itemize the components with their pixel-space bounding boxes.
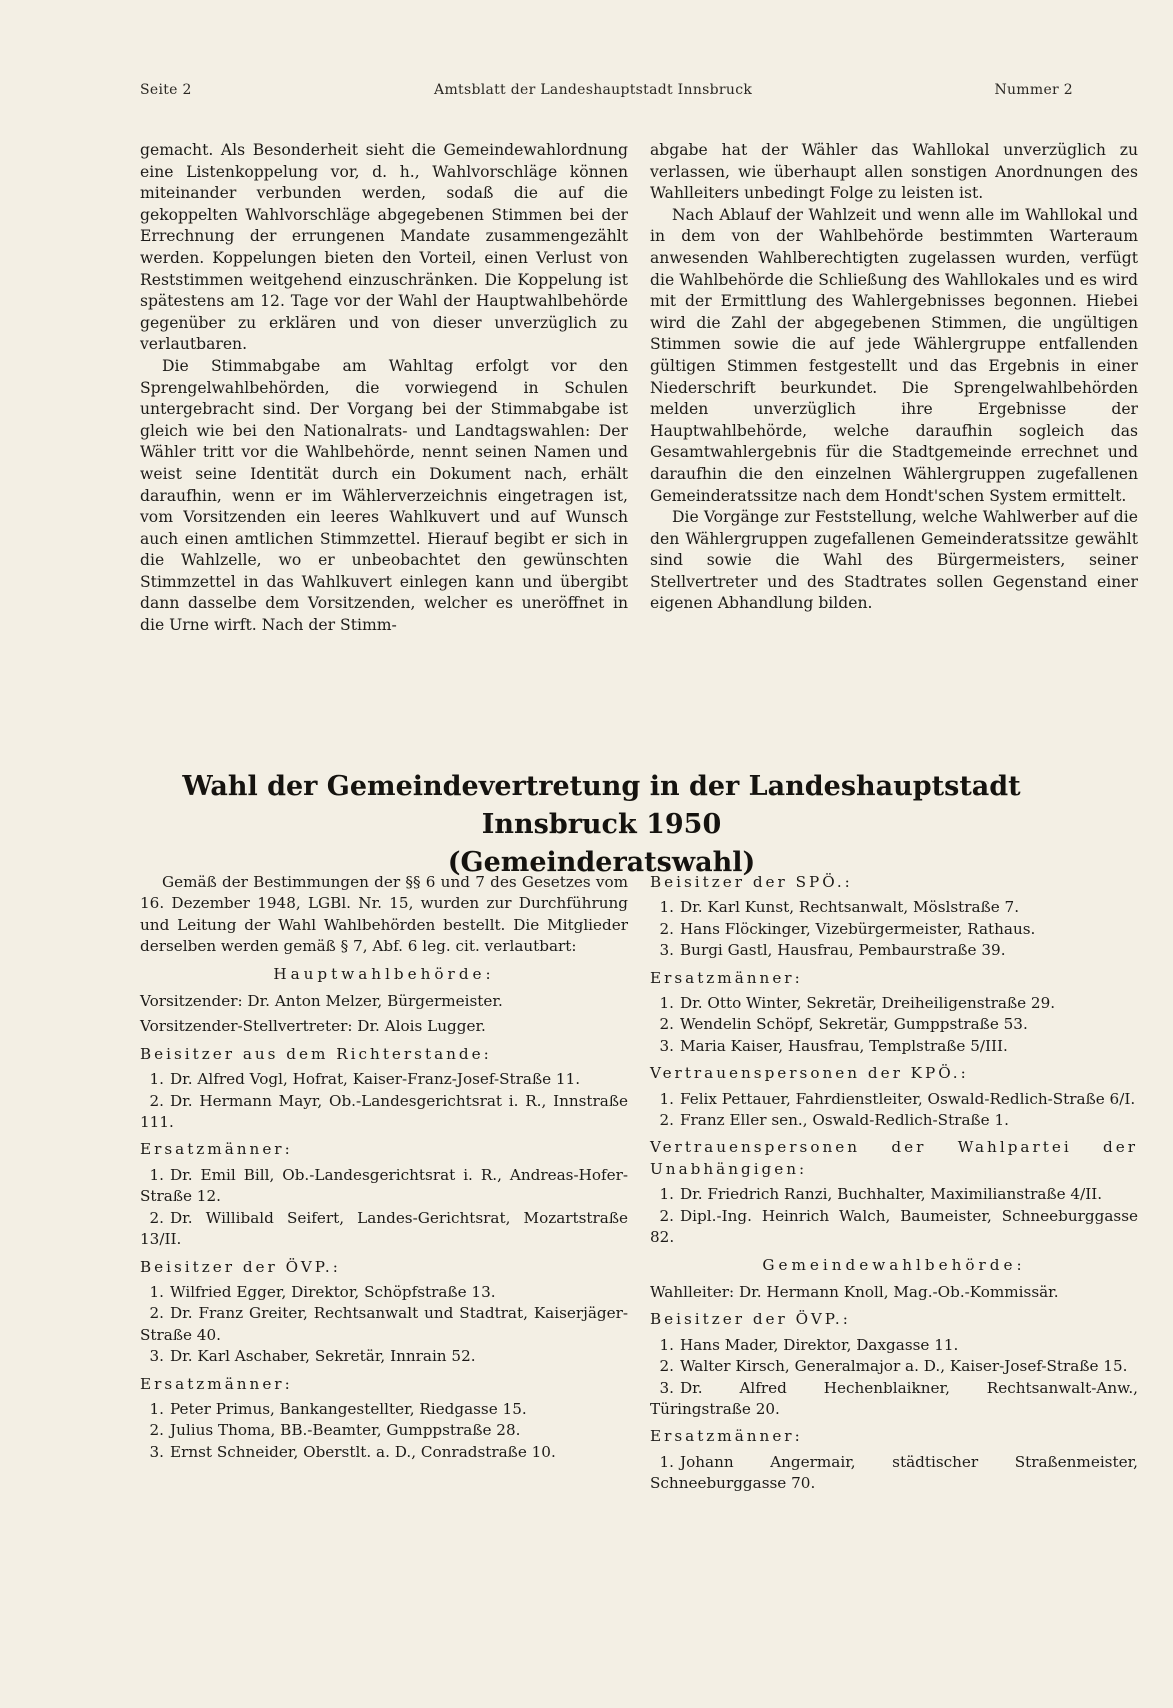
title-line-2: (Gemeinderatswahl) [447,847,756,878]
list-item: 2. Dr. Willibald Seifert, Landes-Gerichtsrat, Mozartstraße 13/II. [140,1208,628,1249]
publication-title: Amtsblatt der Landeshauptstadt Innsbruck [434,82,753,98]
article-column-1 [140,140,628,637]
group-heading: Beisitzer der ÖVP.: [140,1257,341,1276]
list-item: 3. Maria Kaiser, Hausfrau, Templstraße 5/III. [659,1036,1008,1055]
group-heading: Ersatzmänner: [650,968,803,987]
chair-line: Vorsitzender: Dr. Anton Melzer, Bürgermeister. [140,992,503,1011]
member-list [650,1089,1138,1132]
members-column-1 [140,872,628,1467]
list-item: 3. Dr. Alfred Hechenblaikner, Rechtsanwalt-Anw., Türingstraße 20. [650,1378,1138,1418]
title-line-1: Wahl der Gemeindevertretung in der Landeshauptstadt Innsbruck 1950 [182,771,1021,840]
list-item: 2. Dipl.-Ing. Heinrich Walch, Baumeister, Schneeburggasse 82. [650,1206,1138,1247]
list-item: 1. Johann Angermair, städtischer Straßenmeister, Schneeburggasse 70. [650,1452,1138,1493]
running-header [140,82,1073,98]
member-list [140,1069,628,1133]
authority-heading: Hauptwahlbehörde: [273,964,495,983]
paragraph: gemacht. Als Besonderheit sieht die Gemeindewahlordnung eine Listenkoppelung vor, d. h., Wahlvorschläge können miteinander verbunden werden, sodaß die auf die gekoppelten Wahlvorschläge abgegebenen Stimmen bei der Errechnung der errungenen Mandate zusammengezählt werden. Koppelungen bieten den Vorteil, einen Verlust von Reststimmen weitgehend einzuschränken. Die Koppelung ist spätestens am 12. Tage vor der Wahl der Hauptwahlbehörde gegenüber zu erklären und von dieser unverzüglich zu verlautbaren. [140,141,628,354]
authority-heading: Gemeindewahlbehörde: [762,1255,1026,1274]
paragraph: Die Vorgänge zur Feststellung, welche Wahlwerber auf die den Wählergruppen zugefallenen Gemeinderatssitze gewählt sind sowie die Wahl des Bürgermeisters, seiner Stellvertreter und des Stadtrates sollen Gegenstand einer eigenen Abhandlung bilden. [650,508,1138,613]
list-item: 2. Dr. Hermann Mayr, Ob.-Landesgerichtsrat i. R., Innstraße 111. [140,1091,628,1132]
list-item: 2. Franz Eller sen., Oswald-Redlich-Straße 1. [659,1111,1009,1130]
paragraph: Nach Ablauf der Wahlzeit und wenn alle im Wahllokal und in dem von der Wahlbehörde bestimmten Warteraum anwesenden Wahlberechtigten zugelassen wurden, verfügt die Wahlbehörde die Schließung des Wahllokales und es wird mit der Ermittlung des Wahlergebnisses begonnen. Hiebei wird die Zahl der abgegebenen Stimmen, die ungültigen Stimmen sowie die auf jede Wählergruppe entfallenden gültigen Stimmen festgestellt und das Ergebnis in einer Niederschrift beurkundet. Die Sprengelwahlbehörden melden unverzüglich ihre Ergebnisse der Hauptwahlbehörde, welche daraufhin sogleich das Gesamtwahlergebnis für die Stadtgemeinde errechnet und daraufhin die den einzelnen Wählergruppen zugefallenen Gemeinderatssitze nach dem Hondt'schen System ermittelt. [650,205,1138,505]
list-item: 1. Dr. Emil Bill, Ob.-Landesgerichtsrat i. R., Andreas-Hofer-Straße 12. [140,1165,628,1206]
list-item: 1. Dr. Friedrich Ranzi, Buchhalter, Maximilianstraße 4/II. [659,1185,1103,1204]
list-item: 2. Dr. Franz Greiter, Rechtsanwalt und Stadtrat, Kaiserjäger-Straße 40. [140,1304,628,1344]
member-list [650,993,1138,1057]
member-list [650,897,1138,961]
group-heading: Ersatzmänner: [140,1374,293,1393]
list-item: 3. Burgi Gastl, Hausfrau, Pembaurstraße 39. [659,941,1006,960]
intro-paragraph: Gemäß der Bestimmungen der §§ 6 und 7 des Gesetzes vom 16. Dezember 1948, LGBl. Nr. 15, wurden zur Durchführung und Leitung der Wahl Wahlbehörden bestellt. Die Mitglieder derselben werden gemäß § 7, Abf. 6 leg. cit. verlautbart: [140,873,628,956]
leader-line: Wahlleiter: Dr. Hermann Knoll, Mag.-Ob.-Kommissär. [650,1282,1059,1301]
vice-chair-line: Vorsitzender-Stellvertreter: Dr. Alois Lugger. [140,1017,486,1036]
member-list [650,1452,1138,1495]
group-heading: Vertrauenspersonen der Wahlpartei der Unabhängigen: [650,1138,1138,1178]
list-item: 2. Julius Thoma, BB.-Beamter, Gumppstraße 28. [149,1421,521,1440]
group-heading: Vertrauenspersonen der KPÖ.: [650,1064,969,1083]
group-heading: Beisitzer aus dem Richterstande: [140,1044,492,1063]
list-item: 1. Dr. Alfred Vogl, Hofrat, Kaiser-Franz-Josef-Straße 11. [149,1070,581,1089]
list-item: 2. Walter Kirsch, Generalmajor a. D., Kaiser-Josef-Straße 15. [659,1357,1128,1376]
article-column-2 [650,140,1138,615]
issue-number: Nummer 2 [994,82,1073,98]
member-list [140,1165,628,1251]
member-list [650,1184,1138,1248]
list-item: 3. Ernst Schneider, Oberstlt. a. D., Conradstraße 10. [149,1442,556,1461]
member-list [140,1282,628,1368]
group-heading: Ersatzmänner: [650,1427,803,1446]
paragraph: Die Stimmabgabe am Wahltag erfolgt vor den Sprengelwahlbehörden, die vorwiegend in Schulen untergebracht sind. Der Vorgang bei der Stimmabgabe ist gleich wie bei den Nationalrats- und Landtagswahlen: Der Wähler tritt vor die Wahlbehörde, nennt seinen Namen und weist seine Identität durch ein Dokument nach, erhält daraufhin, wenn er im Wählerverzeichnis eingetragen ist, vom Vorsitzenden ein leeres Wahlkuvert und auf Wunsch auch einen amtlichen Stimmzettel. Hierauf begibt er sich in die Wahlzelle, wo er unbeobachtet den gewünschten Stimmzettel in das Wahlkuvert einlegen kann und übergibt dann dasselbe dem Vorsitzenden, welcher es uneröffnet in die Urne wirft. Nach der Stimm- [140,356,628,635]
list-item: 1. Wilfried Egger, Direktor, Schöpfstraße 13. [149,1282,496,1301]
members-column-2 [650,872,1138,1499]
section-title [120,768,1083,882]
group-heading: Beisitzer der ÖVP.: [650,1310,851,1329]
list-item: 1. Felix Pettauer, Fahrdienstleiter, Oswald-Redlich-Straße 6/I. [659,1089,1136,1108]
group-heading: Beisitzer der SPÖ.: [650,873,853,891]
list-item: 1. Hans Mader, Direktor, Daxgasse 11. [659,1335,959,1354]
list-item: 1. Dr. Otto Winter, Sekretär, Dreiheiligenstraße 29. [659,994,1056,1013]
paragraph: abgabe hat der Wähler das Wahllokal unverzüglich zu verlassen, wie überhaupt allen sonstigen Anordnungen des Wahlleiters unbedingt Folge zu leisten ist. [650,141,1138,203]
member-list [650,1335,1138,1421]
list-item: 3. Dr. Karl Aschaber, Sekretär, Innrain 52. [149,1347,476,1366]
member-list [140,1399,628,1463]
list-item: 2. Hans Flöckinger, Vizebürgermeister, Rathaus. [659,919,1036,938]
group-heading: Ersatzmänner: [140,1140,293,1159]
list-item: 1. Peter Primus, Bankangestellter, Riedgasse 15. [149,1399,527,1418]
list-item: 2. Wendelin Schöpf, Sekretär, Gumppstraße 53. [659,1015,1028,1034]
page-number: Seite 2 [140,82,192,98]
list-item: 1. Dr. Karl Kunst, Rechtsanwalt, Möslstraße 7. [659,898,1020,917]
